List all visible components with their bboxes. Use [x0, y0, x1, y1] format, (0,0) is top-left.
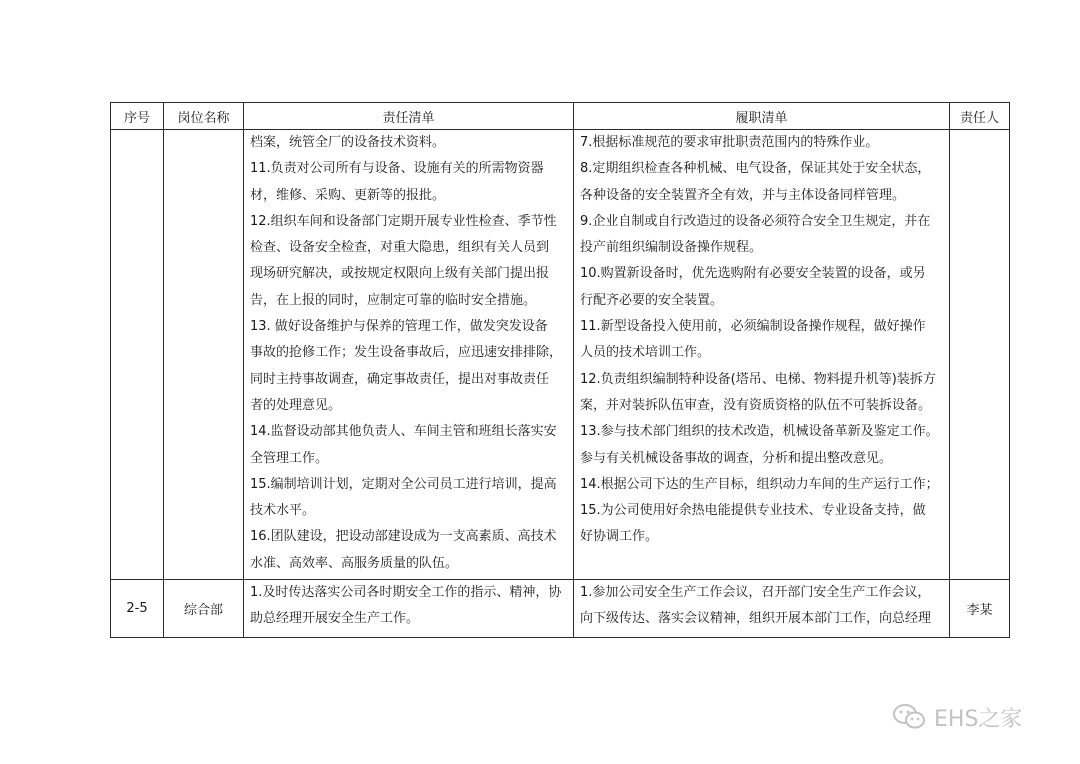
responsibility-line: 告，在上报的同时，应制定可靠的临时安全措施。	[250, 292, 537, 308]
duty-line: 案，并对装拆队伍审查，没有资质资格的队伍不可装拆设备。	[580, 397, 932, 413]
duty-line: 8.定期组织检查各种机械、电气设备，保证其处于安全状态，	[580, 161, 931, 177]
responsibility-line: 1.及时传达落实公司各时期安全工作的指示、精神，协	[250, 585, 562, 600]
responsibility-line: 全管理工作。	[250, 450, 329, 466]
duty-line: 投产前组织编制设备操作规程。	[580, 240, 763, 256]
header-no: 序号	[111, 103, 164, 130]
wechat-icon	[892, 703, 928, 731]
duty-line: 参与有关机械设备事故的调查，分析和提出整改意见。	[580, 450, 893, 466]
row-person	[950, 130, 1010, 580]
responsibility-line: 13. 做好设备维护与保养的管理工作，做发突发设备	[250, 319, 548, 335]
duty-line: 向下级传达、落实会议精神，组织开展本部门工作，向总经理	[580, 611, 932, 627]
duty-line: 9.企业自制或自行改造过的设备必须符合安全卫生规定，并在	[580, 213, 931, 229]
responsibility-line: 事故的抢修工作；发生设备事故后，应迅速安排排除，	[250, 345, 563, 361]
responsibility-line: 者的处理意见。	[250, 397, 342, 413]
duty-line: 15.为公司使用好余热电能提供专业技术、专业设备支持，做	[580, 503, 926, 519]
watermark	[892, 702, 1022, 732]
row-position	[164, 130, 244, 580]
duty-line: 13.参与技术部门组织的技术改造，机械设备革新及鉴定工作。	[580, 424, 939, 440]
header-position: 岗位名称	[164, 103, 244, 130]
duty-line: 11.新型设备投入使用前，必须编制设备操作规程，做好操作	[580, 319, 926, 335]
responsibility-line: 技术水平。	[250, 503, 316, 519]
responsibility-line: 现场研究解决，或按规定权限向上级有关部门提出报	[250, 266, 550, 282]
header-duties: 履职清单	[574, 103, 950, 130]
table-row	[111, 130, 1010, 580]
responsibility-line: 16.团队建设，把设动部建设成为一支高素质、高技术	[250, 529, 557, 545]
responsibility-line: 15.编制培训计划，定期对全公司员工进行培训，提高	[250, 476, 557, 492]
duty-line: 7.根据标准规范的要求审批职责范围内的特殊作业。	[580, 135, 879, 150]
duty-line: 12.负责组织编制特种设备(塔吊、电梯、物料提升机等)装拆方	[580, 371, 936, 387]
duty-line: 行配齐必要的安全装置。	[580, 292, 724, 308]
responsibility-cell	[244, 580, 574, 638]
responsibility-line: 12.组织车间和设备部门定期开展专业性检查、季节性	[250, 213, 557, 229]
responsibility-line: 检查、设备安全检查，对重大隐患，组织有关人员到	[250, 240, 550, 256]
table-header-row	[111, 103, 1010, 130]
duty-cell	[574, 580, 950, 638]
header-responsibilities: 责任清单	[244, 103, 574, 130]
duty-line: 1.参加公司安全生产工作会议，召开部门安全生产工作会议，	[580, 585, 931, 600]
row-position: 综合部	[164, 580, 244, 638]
responsibility-line: 同时主持事故调查，确定事故责任，提出对事故责任	[250, 371, 550, 387]
duty-line: 10.购置新设备时，优先选购附有必要安全装置的设备，或另	[580, 266, 926, 282]
watermark-text: EHS之家	[934, 706, 1023, 732]
responsibility-cell	[244, 130, 574, 580]
responsibility-line: 14.监督设动部其他负责人、车间主管和班组长落实安	[250, 424, 557, 440]
responsibility-line: 水准、高效率、高服务质量的队伍。	[250, 555, 459, 571]
responsibility-line: 助总经理开展安全生产工作。	[250, 611, 420, 627]
header-person: 责任人	[950, 103, 1010, 130]
duty-line: 好协调工作。	[580, 529, 659, 545]
duty-line: 人员的技术培训工作。	[580, 345, 711, 361]
responsibility-line: 档案，统管全厂的设备技术资料。	[250, 135, 446, 150]
row-no	[111, 130, 164, 580]
duty-line: 14.根据公司下达的生产目标，组织动力车间的生产运行工作；	[580, 476, 939, 492]
responsibility-table	[110, 102, 1010, 638]
row-person: 李某	[950, 580, 1010, 638]
row-no: 2-5	[111, 580, 164, 638]
responsibility-line: 11.负责对公司所有与设备、设施有关的所需物资器	[250, 161, 544, 177]
responsibility-line: 材，维修、采购、更新等的报批。	[250, 187, 446, 203]
duty-cell	[574, 130, 950, 580]
duty-line: 各种设备的安全装置齐全有效，并与主体设备同样管理。	[580, 187, 906, 203]
table-row	[111, 580, 1010, 638]
